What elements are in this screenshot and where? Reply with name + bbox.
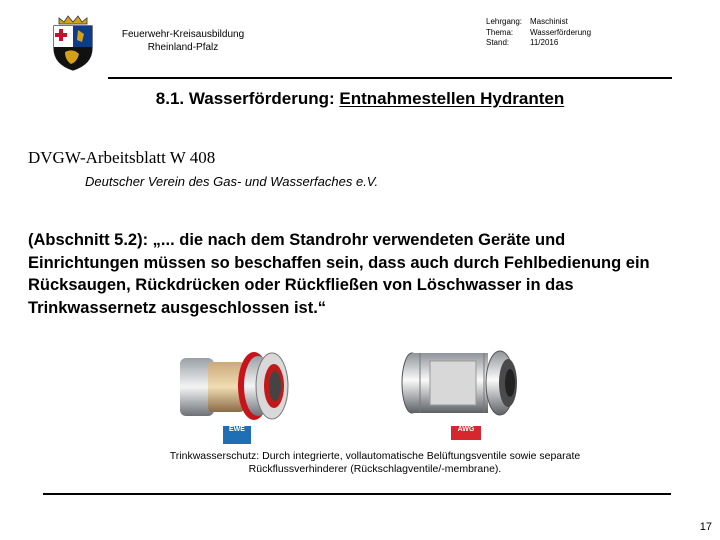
title-prefix: 8.1. Wasserförderung: [155, 89, 340, 108]
meta-row-date [486, 38, 591, 49]
org-line-2: Rheinland-Pfalz [147, 42, 219, 53]
header-divider [108, 77, 672, 79]
page-number: 17 [699, 521, 712, 533]
meta-label: Stand: [486, 38, 510, 47]
backflow-preventer-image-1 [178, 344, 294, 426]
meta-label: Thema: [486, 27, 514, 37]
meta-value: 11/2016 [530, 38, 559, 47]
organization-name [108, 28, 258, 54]
title-underlined: Entnahmestellen Hydranten [339, 89, 565, 108]
section-heading: DVGW-Arbeitsblatt W 408 [28, 148, 216, 167]
meta-value: Wasserförderung [530, 27, 592, 37]
meta-row-course [486, 17, 591, 28]
regulation-quote: (Abschnitt 5.2): „... die nach dem Standrohr verwendeten Geräte und Einrichtungen müssen so beschaffen sein, dass auch durch Fehlbedienung ein Rücksaugen, Rückdrücken oder Rückfließen von Löschwasser in das Trinkwassernetz ausgeschlossen ist.“ [28, 231, 650, 317]
meta-row-topic [486, 28, 591, 39]
awg-logo: AWG [451, 426, 481, 440]
ewe-logo: EWE [223, 426, 251, 444]
section-subheading: Deutscher Verein des Gas- und Wasserfaches e.V. [85, 174, 379, 189]
slide-title [0, 89, 720, 109]
meta-value: Maschinist [530, 17, 568, 26]
rheinland-pfalz-crest-icon [50, 14, 96, 72]
caption-line-2: Rückflussverhinderer (Rückschlagventile/-membrane). [248, 463, 502, 475]
course-meta [486, 17, 591, 49]
footer-divider [43, 493, 671, 495]
caption-line-1: Trinkwasserschutz: Durch integrierte, vollautomatische Belüftungsventile sowie separate [169, 450, 581, 462]
meta-label: Lehrgang: [486, 17, 523, 26]
backflow-preventer-image-2 [400, 345, 526, 420]
image-caption [110, 450, 640, 476]
org-line-1: Feuerwehr-Kreisausbildung [121, 29, 245, 40]
